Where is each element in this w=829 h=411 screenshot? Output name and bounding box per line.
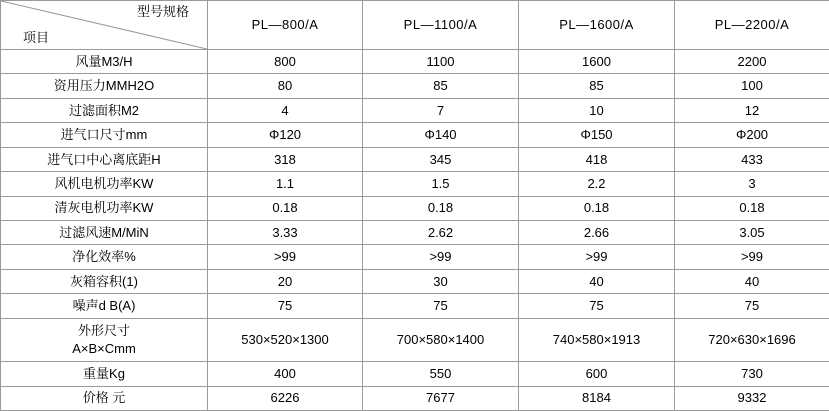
cell: 0.18 (675, 196, 829, 220)
row-label: 价格 元 (1, 386, 208, 411)
table-row (1, 50, 829, 74)
table-row (1, 386, 829, 411)
cell: 2.62 (363, 220, 519, 244)
cell: Φ150 (519, 123, 675, 147)
cell: 12 (675, 98, 829, 122)
table-row (1, 74, 829, 98)
cell: 100 (675, 74, 829, 98)
cell: >99 (363, 245, 519, 269)
table-row (1, 294, 829, 318)
cell: 4 (208, 98, 363, 122)
row-label: 过滤面积M2 (1, 98, 208, 122)
cell: 75 (363, 294, 519, 318)
cell: 8184 (519, 386, 675, 411)
row-label-line1: 外形尺寸 (77, 323, 130, 339)
cell: 10 (519, 98, 675, 122)
row-label: 风机电机功率KW (1, 172, 208, 196)
corner-header-cell (1, 1, 208, 50)
cell: 80 (208, 74, 363, 98)
row-label: 进气口中心离底距H (1, 147, 208, 171)
row-label: 灰箱容积(1) (1, 269, 208, 293)
table-row (1, 318, 829, 361)
cell: 800 (208, 50, 363, 74)
cell: 1100 (363, 50, 519, 74)
cell: 740×580×1913 (519, 318, 675, 361)
cell: 433 (675, 147, 829, 171)
cell: 2.2 (519, 172, 675, 196)
cell: >99 (208, 245, 363, 269)
cell: 7 (363, 98, 519, 122)
column-header-1: PL—1100/A (363, 1, 519, 50)
cell: 418 (519, 147, 675, 171)
cell: >99 (519, 245, 675, 269)
column-header-0: PL—800/A (208, 1, 363, 50)
row-label: 重量Kg (1, 362, 208, 386)
cell: 3.33 (208, 220, 363, 244)
cell: Φ140 (363, 123, 519, 147)
cell: 1.5 (363, 172, 519, 196)
cell: 600 (519, 362, 675, 386)
cell: 550 (363, 362, 519, 386)
cell: 0.18 (208, 196, 363, 220)
cell: >99 (675, 245, 829, 269)
table-row (1, 220, 829, 244)
cell: 9332 (675, 386, 829, 411)
table-row (1, 362, 829, 386)
cell: Φ120 (208, 123, 363, 147)
cell: 0.18 (363, 196, 519, 220)
table-row (1, 269, 829, 293)
cell: 75 (208, 294, 363, 318)
cell: 20 (208, 269, 363, 293)
row-label: 噪声d B(A) (1, 294, 208, 318)
cell: 3.05 (675, 220, 829, 244)
cell: 3 (675, 172, 829, 196)
row-label: 进气口尺寸mm (1, 123, 208, 147)
row-label: 资用压力MMH2O (1, 74, 208, 98)
cell: 75 (675, 294, 829, 318)
row-label-line2: A×B×Cmm (72, 340, 136, 356)
cell: Φ200 (675, 123, 829, 147)
corner-top-label: 型号规格 (136, 4, 189, 19)
column-header-3: PL—2200/A (675, 1, 829, 50)
cell: 2.66 (519, 220, 675, 244)
row-label: 过滤风速M/MiN (1, 220, 208, 244)
cell: 1600 (519, 50, 675, 74)
cell: 75 (519, 294, 675, 318)
cell: 720×630×1696 (675, 318, 829, 361)
cell: 318 (208, 147, 363, 171)
table-body (1, 1, 829, 411)
column-header-2: PL—1600/A (519, 1, 675, 50)
table-row (1, 123, 829, 147)
cell: 400 (208, 362, 363, 386)
row-label: 净化效率% (1, 245, 208, 269)
table-row (1, 245, 829, 269)
table-row (1, 98, 829, 122)
cell: 700×580×1400 (363, 318, 519, 361)
cell: 0.18 (519, 196, 675, 220)
cell: 1.1 (208, 172, 363, 196)
cell: 7677 (363, 386, 519, 411)
table-row (1, 172, 829, 196)
cell: 30 (363, 269, 519, 293)
cell: 40 (519, 269, 675, 293)
row-label (1, 318, 208, 361)
table-row (1, 196, 829, 220)
cell: 85 (363, 74, 519, 98)
table-header-row (1, 1, 829, 50)
cell: 730 (675, 362, 829, 386)
cell: 530×520×1300 (208, 318, 363, 361)
corner-bottom-label: 项目 (23, 30, 50, 46)
cell: 85 (519, 74, 675, 98)
row-label: 风量M3/H (1, 50, 208, 74)
cell: 40 (675, 269, 829, 293)
cell: 345 (363, 147, 519, 171)
row-label: 清灰电机功率KW (1, 196, 208, 220)
cell: 2200 (675, 50, 829, 74)
cell: 6226 (208, 386, 363, 411)
table-row (1, 147, 829, 171)
